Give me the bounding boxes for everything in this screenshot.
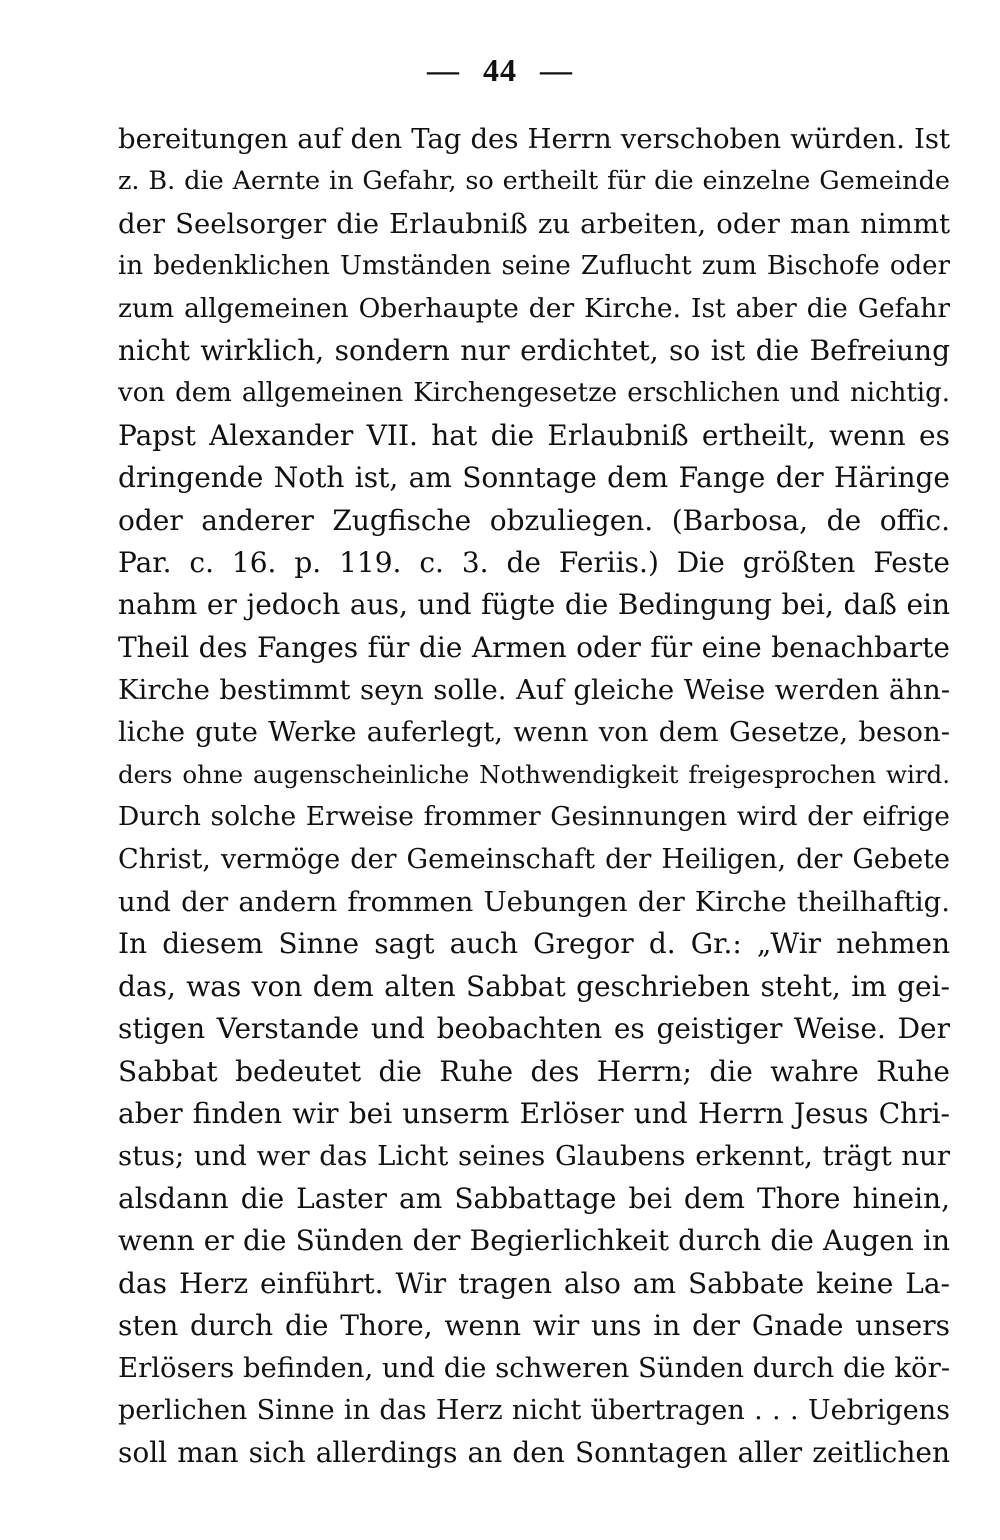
- page-number: 44: [483, 52, 517, 88]
- text-line: stus; und wer das Licht seines Glaubens erkennt, trägt nur: [118, 1140, 950, 1173]
- text-line: wenn er die Sünden der Begierlichkeit durch die Augen in: [118, 1224, 950, 1258]
- text-line: aber finden wir bei unserm Erlöser und Herrn Jesus Chri-: [118, 1096, 950, 1130]
- text-line: der Seelsorger die Erlaubniß zu arbeiten, oder man nimmt: [118, 207, 950, 240]
- text-line: das Herz einführt. Wir tragen also am Sabbate keine La-: [118, 1266, 950, 1300]
- text-line: oder anderer Zugfische obzuliegen. (Barbosa, de offic.: [118, 503, 950, 537]
- text-line: sten durch die Thore, wenn wir uns in der Gnade unsers: [118, 1308, 950, 1342]
- text-line: z. B. die Aernte in Gefahr, so ertheilt für die einzelne Gemeinde: [118, 166, 950, 197]
- text-line: in bedenklichen Umständen seine Zuflucht zum Bischofe oder: [118, 251, 950, 282]
- text-line: nicht wirklich, sondern nur erdichtet, so ist die Befreiung: [118, 333, 950, 367]
- text-line: soll man sich allerdings an den Sonntagen aller zeitlichen: [118, 1436, 950, 1470]
- text-line: Sabbat bedeutet die Ruhe des Herrn; die wahre Ruhe: [118, 1054, 950, 1088]
- text-line: Kirche bestimmt seyn solle. Auf gleiche Weise werden ähn-: [118, 674, 950, 707]
- text-line: Christ, vermöge der Gemeinschaft der Heiligen, der Gebete: [118, 843, 950, 875]
- text-line: nahm er jedoch aus, und fügte die Bedingung bei, daß ein: [118, 588, 950, 622]
- text-line: und der andern frommen Uebungen der Kirche theilhaftig.: [118, 886, 950, 919]
- text-line: Papst Alexander VII. hat die Erlaubniß ertheilt, wenn es: [118, 418, 950, 452]
- text-line: alsdann die Laster am Sabbattage bei dem Thore hinein,: [118, 1181, 950, 1215]
- text-line: das, was von dem alten Sabbat geschrieben steht, im gei-: [118, 969, 950, 1003]
- text-line: perlichen Sinne in das Herz nicht übertragen . . . Uebrigens: [118, 1394, 950, 1426]
- text-line: dringende Noth ist, am Sonntage dem Fange der Häringe: [118, 461, 950, 495]
- text-line: zum allgemeinen Oberhaupte der Kirche. Ist aber die Gefahr: [118, 292, 950, 324]
- text-line: stigen Verstande und beobachten es geistiger Weise. Der: [118, 1012, 950, 1046]
- header-dash-left: —: [427, 52, 460, 88]
- text-line: von dem allgemeinen Kirchengesetze erschlichen und nichtig.: [118, 378, 950, 409]
- text-line: In diesem Sinne sagt auch Gregor d. Gr.: „Wir nehmen: [118, 927, 950, 961]
- page-header: [0, 52, 1000, 89]
- text-line: Theil des Fanges für die Armen oder für eine benachbarte: [118, 630, 950, 664]
- text-line: Erlösers befinden, und die schweren Sünden durch die kör-: [118, 1352, 950, 1385]
- text-line: Par. c. 16. p. 119. c. 3. de Feriis.) Die größten Feste: [118, 545, 950, 579]
- text-line: Durch solche Erweise frommer Gesinnungen wird der eifrige: [118, 801, 950, 833]
- text-line: liche gute Werke auferlegt, wenn von dem Gesetze, beson-: [118, 716, 950, 749]
- text-line: ders ohne augenscheinliche Nothwendigkeit freigesprochen wird.: [118, 759, 950, 789]
- header-dash-right: —: [540, 52, 573, 88]
- body-text: [118, 118, 950, 1475]
- text-line: bereitungen auf den Tag des Herrn verschoben würden. Ist: [118, 123, 950, 155]
